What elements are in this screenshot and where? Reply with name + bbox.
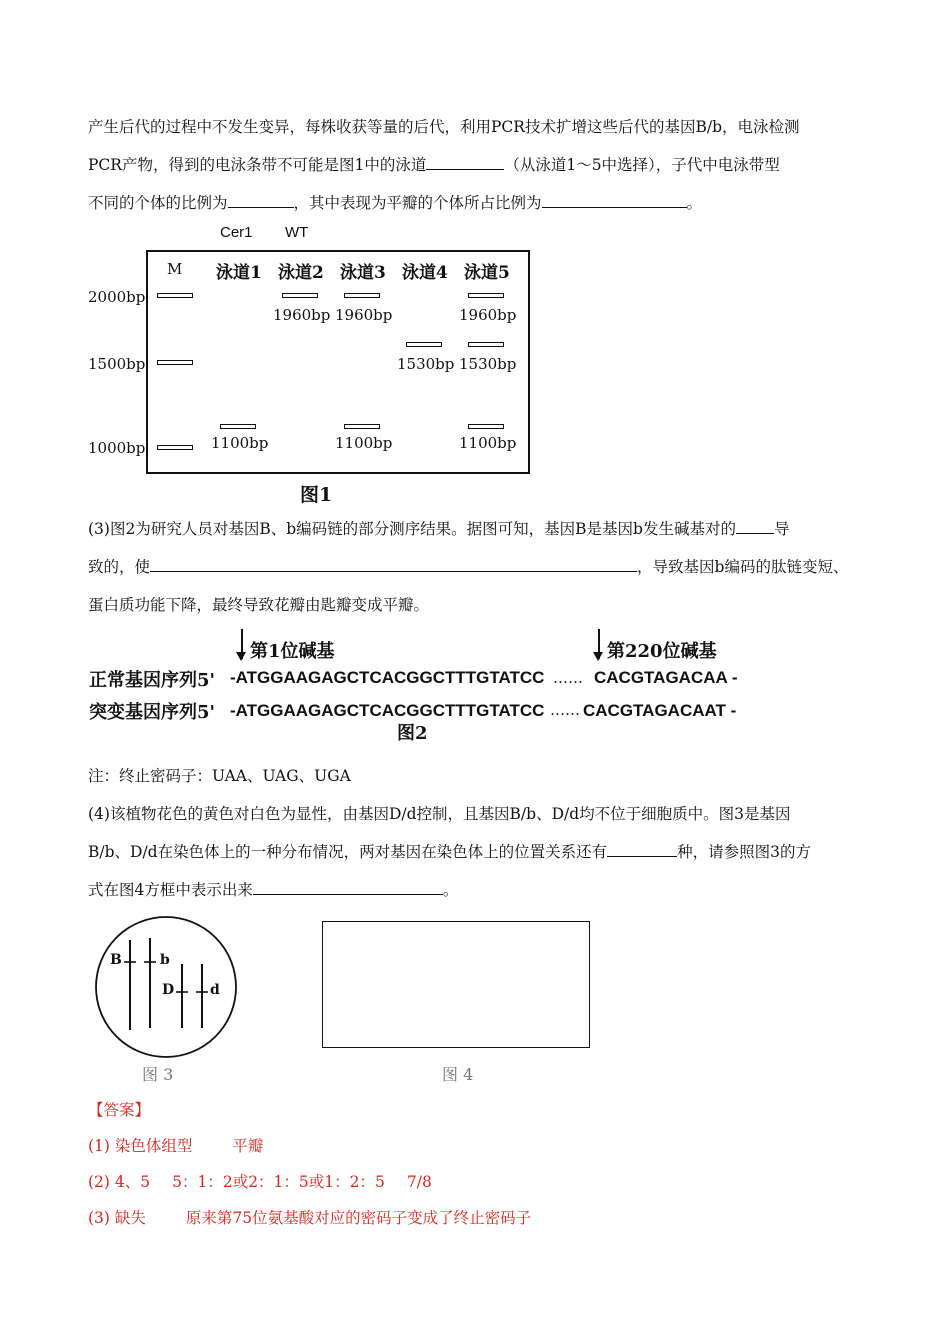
figure-2-sequences <box>0 625 950 745</box>
figure-4 <box>320 918 592 1088</box>
arrow2-label: 第220位碱基 <box>607 641 717 662</box>
answer-blank[interactable] <box>253 876 443 895</box>
gene-B: B <box>110 952 122 968</box>
band-marker-1500 <box>157 360 193 365</box>
band-lane5-1100 <box>468 424 504 429</box>
question-4 <box>88 757 868 909</box>
top-paragraph <box>88 108 868 222</box>
band-label: 1530bp <box>397 355 455 373</box>
band-lane2-1960 <box>282 293 318 298</box>
band-label: 1530bp <box>459 355 517 373</box>
answer-line: (2) 4、5 5：1：2或2：1：5或1：2：5 7/8 <box>88 1173 432 1191</box>
figure-caption: 图 4 <box>442 1065 474 1084</box>
band-label: 1100bp <box>211 434 269 452</box>
answer-blank[interactable] <box>228 189 294 208</box>
band-label: 1960bp <box>459 306 517 324</box>
text-line: (4)该植物花色的黄色对白色为显性，由基因D/d控制，且基因B/b、D/d均不位于细胞质中。图3是基因 <box>88 805 791 823</box>
mutant-sequence-end: CACGTAGACAAT - <box>583 701 737 720</box>
band-lane3-1100 <box>344 424 380 429</box>
normal-label: 正常基因序列5' <box>89 670 216 691</box>
question-3 <box>88 510 868 624</box>
marker-1000: 1000bp <box>88 439 146 457</box>
figure-1-electrophoresis <box>0 220 950 510</box>
band-lane5-1960 <box>468 293 504 298</box>
answer-line: (3) 缺失 原来第75位氨基酸对应的密码子变成了终止密码子 <box>88 1209 532 1227</box>
label-wt: WT <box>285 224 309 241</box>
answer-blank[interactable] <box>150 553 637 572</box>
figure-caption: 图2 <box>397 723 428 744</box>
arrow-down-icon <box>598 629 600 659</box>
gene-b: b <box>160 952 170 968</box>
band-label: 1960bp <box>335 306 393 324</box>
answer-blank[interactable] <box>607 838 677 857</box>
text-line: B/b、D/d在染色体上的一种分布情况，两对基因在染色体上的位置关系还有 种，请参照图3的方 <box>88 833 868 871</box>
gene-D: D <box>162 982 175 998</box>
text-line: 式在图4方框中表示出来 。 <box>88 871 868 909</box>
text-line: 不同的个体的比例为 ，其中表现为平瓣的个体所占比例为 。 <box>88 184 868 222</box>
normal-sequence-end: CACGTAGACAA - <box>594 668 738 687</box>
band-lane3-1960 <box>344 293 380 298</box>
dots: …… <box>550 701 580 719</box>
answer-blank[interactable] <box>426 151 504 170</box>
band-label: 1100bp <box>335 434 393 452</box>
answer-header: 【答案】 <box>88 1101 151 1119</box>
marker-1500: 1500bp <box>88 355 146 373</box>
normal-sequence-start: -ATGGAAGAGCTCACGGCTTTGTATCC <box>230 668 545 687</box>
band-marker-2000 <box>157 293 193 298</box>
arrow-down-icon <box>241 629 243 659</box>
lane-m: M <box>167 260 183 278</box>
label-cer1: Cer1 <box>220 224 253 241</box>
lane-3: 泳道3 <box>340 263 386 283</box>
lane-2: 泳道2 <box>278 263 324 283</box>
mutant-sequence-start: -ATGGAAGAGCTCACGGCTTTGTATCC <box>230 701 545 720</box>
answer-section <box>88 1092 868 1236</box>
text-line: 蛋白质功能下降，最终导致花瓣由匙瓣变成平瓣。 <box>88 596 430 614</box>
lane-5: 泳道5 <box>464 263 510 283</box>
marker-2000: 2000bp <box>88 288 146 306</box>
band-lane4-1530 <box>406 342 442 347</box>
band-marker-1000 <box>157 445 193 450</box>
dots: …… <box>553 669 583 687</box>
band-label: 1100bp <box>459 434 517 452</box>
answer-box[interactable] <box>322 921 590 1048</box>
figure-caption: 图1 <box>300 484 333 506</box>
note-line: 注：终止密码子：UAA、UAG、UGA <box>88 767 351 785</box>
answer-line: (1) 染色体组型 平瓣 <box>88 1137 264 1155</box>
answer-blank[interactable] <box>542 189 687 208</box>
text-line: PCR产物，得到的电泳条带不可能是图1中的泳道 （从泳道1～5中选择），子代中电泳带型 <box>88 146 868 184</box>
text-line: 致的，使 ，导致基因b编码的肽链变短、 <box>88 548 868 586</box>
figure-caption: 图 3 <box>142 1065 174 1084</box>
figure-3-chromosomes <box>88 912 248 1092</box>
arrow1-label: 第1位碱基 <box>250 641 335 662</box>
text-line: 产生后代的过程中不发生变异，每株收获等量的后代，利用PCR技术扩增这些后代的基因B/b，电泳检测 <box>88 118 800 136</box>
lane-4: 泳道4 <box>402 263 448 283</box>
gene-d: d <box>210 982 220 998</box>
band-lane5-1530 <box>468 342 504 347</box>
band-lane1-1100 <box>220 424 256 429</box>
band-label: 1960bp <box>273 306 331 324</box>
lane-1: 泳道1 <box>216 263 262 283</box>
text-line: (3)图2为研究人员对基因B、b编码链的部分测序结果。据图可知，基因B是基因b发生碱基对的 导 <box>88 510 868 548</box>
answer-blank[interactable] <box>736 515 774 534</box>
mutant-label: 突变基因序列5' <box>89 702 216 723</box>
